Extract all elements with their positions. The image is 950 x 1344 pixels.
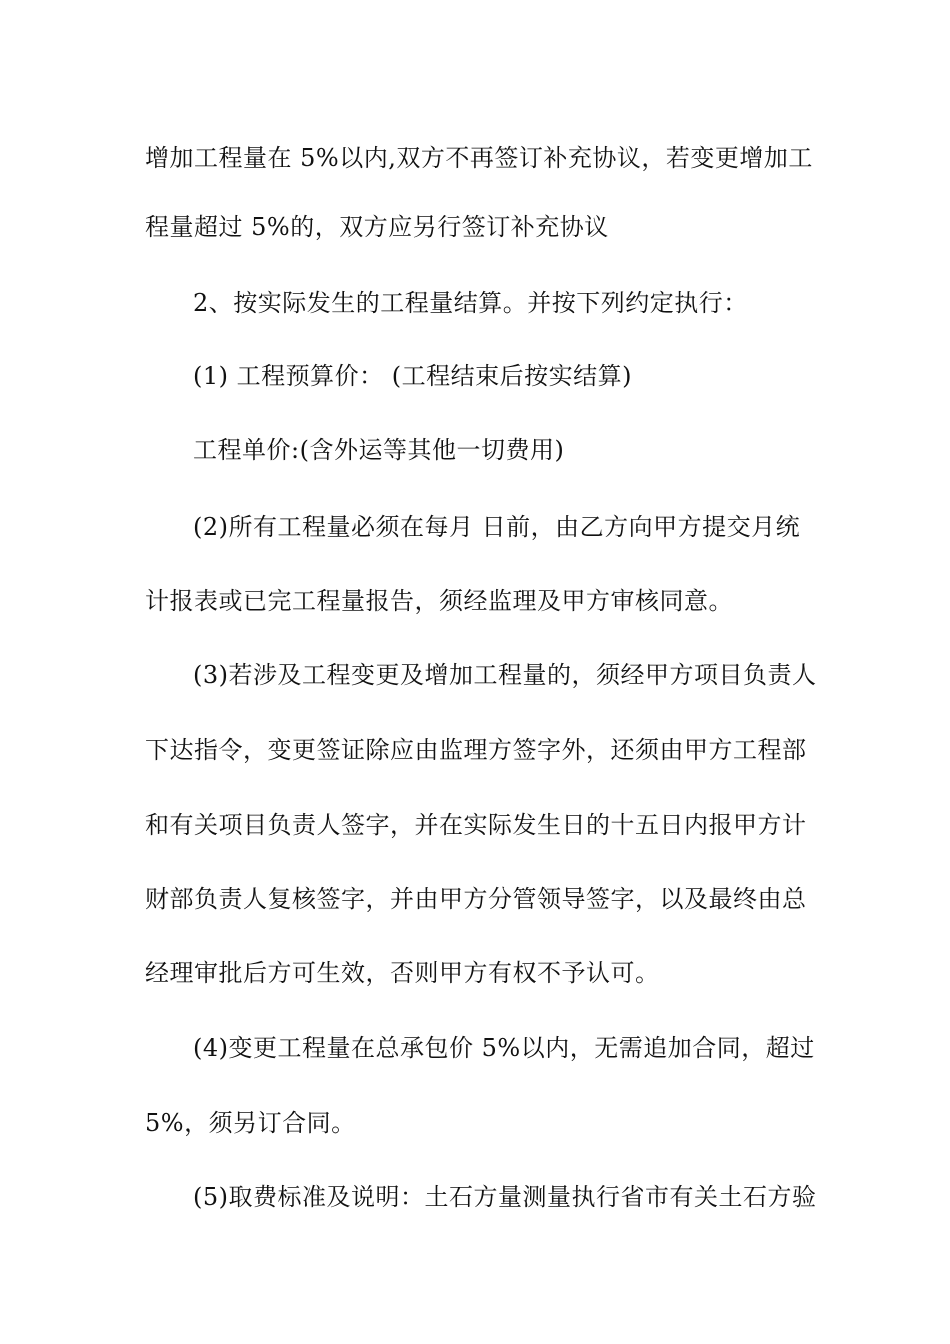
text-line-13: (4)变更工程量在总承包价 5%以内，无需追加合同，超过 [193, 1034, 815, 1062]
text-line-12: 经理审批后方可生效，否则甲方有权不予认可。 [145, 959, 660, 987]
text-line-11: 财部负责人复核签字，并由甲方分管领导签字，以及最终由总 [145, 885, 807, 913]
text-line-10: 和有关项目负责人签字，并在实际发生日的十五日内报甲方计 [145, 811, 807, 839]
text-line-1: 增加工程量在 5%以内,双方不再签订补充协议，若变更增加工 [145, 144, 813, 172]
text-line-4: (1) 工程预算价： (工程结束后按实结算) [193, 362, 632, 390]
text-line-6: (2)所有工程量必须在每月 日前，由乙方向甲方提交月统 [193, 513, 801, 541]
text-line-3: 2、按实际发生的工程量结算。并按下列约定执行： [193, 289, 748, 317]
text-line-5: 工程单价:(含外运等其他一切费用) [193, 436, 565, 464]
text-line-15: (5)取费标准及说明：土石方量测量执行省市有关土石方验 [193, 1183, 817, 1211]
text-line-2: 程量超过 5%的，双方应另行签订补充协议 [145, 213, 609, 241]
text-line-9: 下达指令，变更签证除应由监理方签字外，还须由甲方工程部 [145, 736, 807, 764]
text-line-14: 5%，须另订合同。 [145, 1109, 356, 1137]
text-line-8: (3)若涉及工程变更及增加工程量的，须经甲方项目负责人 [193, 661, 817, 689]
text-line-7: 计报表或已完工程量报告，须经监理及甲方审核同意。 [145, 587, 733, 615]
